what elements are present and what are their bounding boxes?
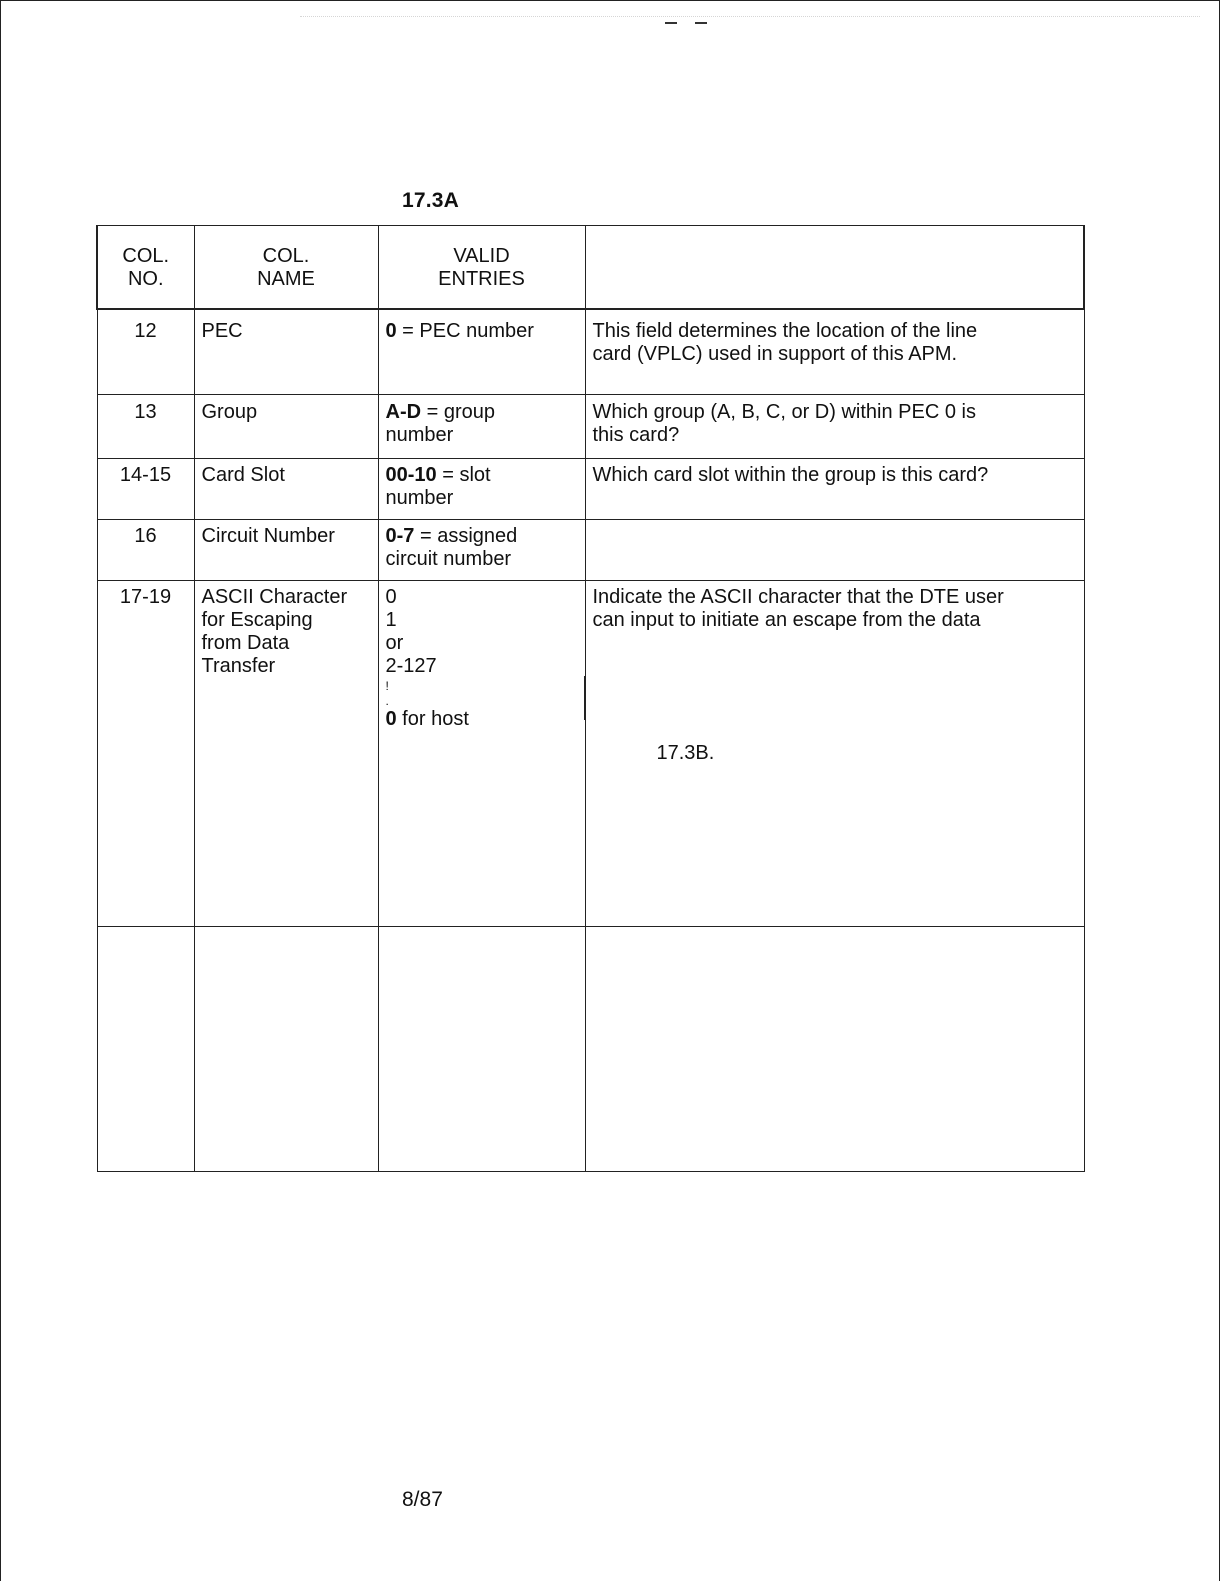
table-title: 17.3A xyxy=(402,189,460,212)
table-row xyxy=(97,519,1084,580)
header-col-name: COL. NAME xyxy=(194,226,378,310)
row-col-name: Card Slot xyxy=(194,458,378,519)
row-col-no: 16 xyxy=(97,519,194,580)
spec-table xyxy=(96,225,1085,1172)
table-row xyxy=(97,580,1084,926)
row-col-name: ASCII Character for Escaping from Data Transfer xyxy=(194,580,378,926)
cross-reference: 17.3B. xyxy=(656,741,715,764)
row-description xyxy=(585,926,1084,1171)
row-col-name xyxy=(194,926,378,1171)
scan-artifact xyxy=(300,16,1200,21)
header-valid-entries: VALID ENTRIES xyxy=(378,226,585,310)
row-col-name: PEC xyxy=(194,309,378,394)
row-col-name: Circuit Number xyxy=(194,519,378,580)
row-description xyxy=(585,519,1084,580)
row-valid-entries: 00-10 = slot number xyxy=(378,458,585,519)
row-col-no: 17-19 xyxy=(97,580,194,926)
row-description: Indicate the ASCII character that the DTE user can input to initiate an escape from the data 17.3B. xyxy=(585,580,1084,926)
row-col-no: 12 xyxy=(97,309,194,394)
row-valid-entries xyxy=(378,926,585,1171)
scan-dash xyxy=(665,22,677,24)
row-valid-entries: 0 1 or 2-127 ! . 0 for host xyxy=(378,580,585,926)
row-col-name: Group xyxy=(194,394,378,458)
header-description xyxy=(585,226,1084,310)
row-description: Which group (A, B, C, or D) within PEC 0 is this card? xyxy=(585,394,1084,458)
row-description: This field determines the location of the line card (VPLC) used in support of this APM. xyxy=(585,309,1084,394)
row-col-no: 14-15 xyxy=(97,458,194,519)
row-description: Which card slot within the group is this card? xyxy=(585,458,1084,519)
scan-mark xyxy=(584,676,586,720)
scan-dash xyxy=(695,22,707,24)
table-row xyxy=(97,926,1084,1171)
header-row xyxy=(97,226,1084,310)
row-col-no xyxy=(97,926,194,1171)
row-col-no: 13 xyxy=(97,394,194,458)
row-valid-entries: 0 = PEC number xyxy=(378,309,585,394)
table-row xyxy=(97,309,1084,394)
table-row xyxy=(97,394,1084,458)
table-row xyxy=(97,458,1084,519)
row-valid-entries: 0-7 = assigned circuit number xyxy=(378,519,585,580)
page-footer-date: 8/87 xyxy=(402,1488,443,1511)
header-col-no: COL. NO. xyxy=(97,226,194,310)
row-valid-entries: A-D = group number xyxy=(378,394,585,458)
